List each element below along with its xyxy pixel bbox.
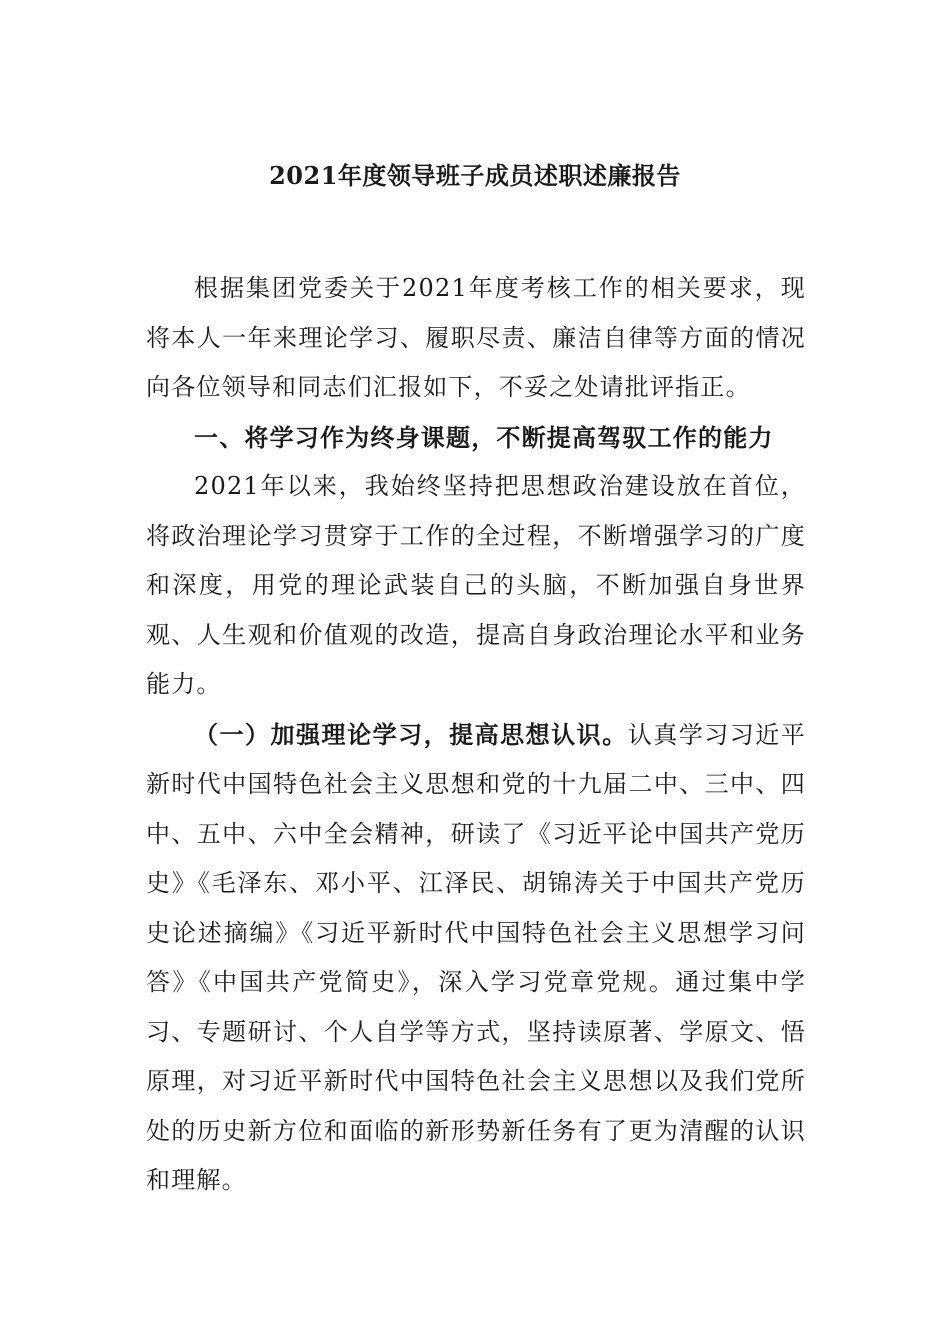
section-heading-1: 一、将学习作为终身课题，不断提高驾驭工作的能力 — [194, 422, 774, 452]
document-title: 2021年度领导班子成员述职述廉报告 — [269, 161, 681, 190]
section-paragraph-1: 2021年以来，我始终坚持把思想政治建设放在首位，将政治理论学习贯穿于工作的全过程，不断增强学习的广度和深度，用党的理论武装自己的头脑，不断加强自身世界观、人生观和价值观的改造，提高自身政治理论水平和业务能力。 — [146, 472, 806, 698]
subsection-lead-1: （一）加强理论学习，提高思想认识。 — [194, 719, 628, 749]
subsection-text-1: 认真学习习近平新时代中国特色社会主义思想和党的十九届二中、三中、四中、五中、六中全会精神，研读了《习近平论中国共产党历史》《毛泽东、邓小平、江泽民、胡锦涛关于中国共产党历史论述摘编》《习近平新时代中国特色社会主义思想学习问答》《中国共产党简史》，深入学习党章党规。通过集中学习、专题研讨、个人自学等方式，坚持读原著、学原文、悟原理，对习近平新时代中国特色社会主义思想以及我们党所处的历史新方位和面临的新形势新任务有了更为清醒的认识和理解。 — [146, 720, 806, 1194]
document-body — [146, 264, 806, 1206]
intro-paragraph: 根据集团党委关于2021年度考核工作的相关要求，现将本人一年来理论学习、履职尽责、廉洁自律等方面的情况向各位领导和同志们汇报如下，不妥之处请批评指正。 — [146, 274, 806, 401]
subsection-paragraph-1 — [146, 710, 806, 1206]
